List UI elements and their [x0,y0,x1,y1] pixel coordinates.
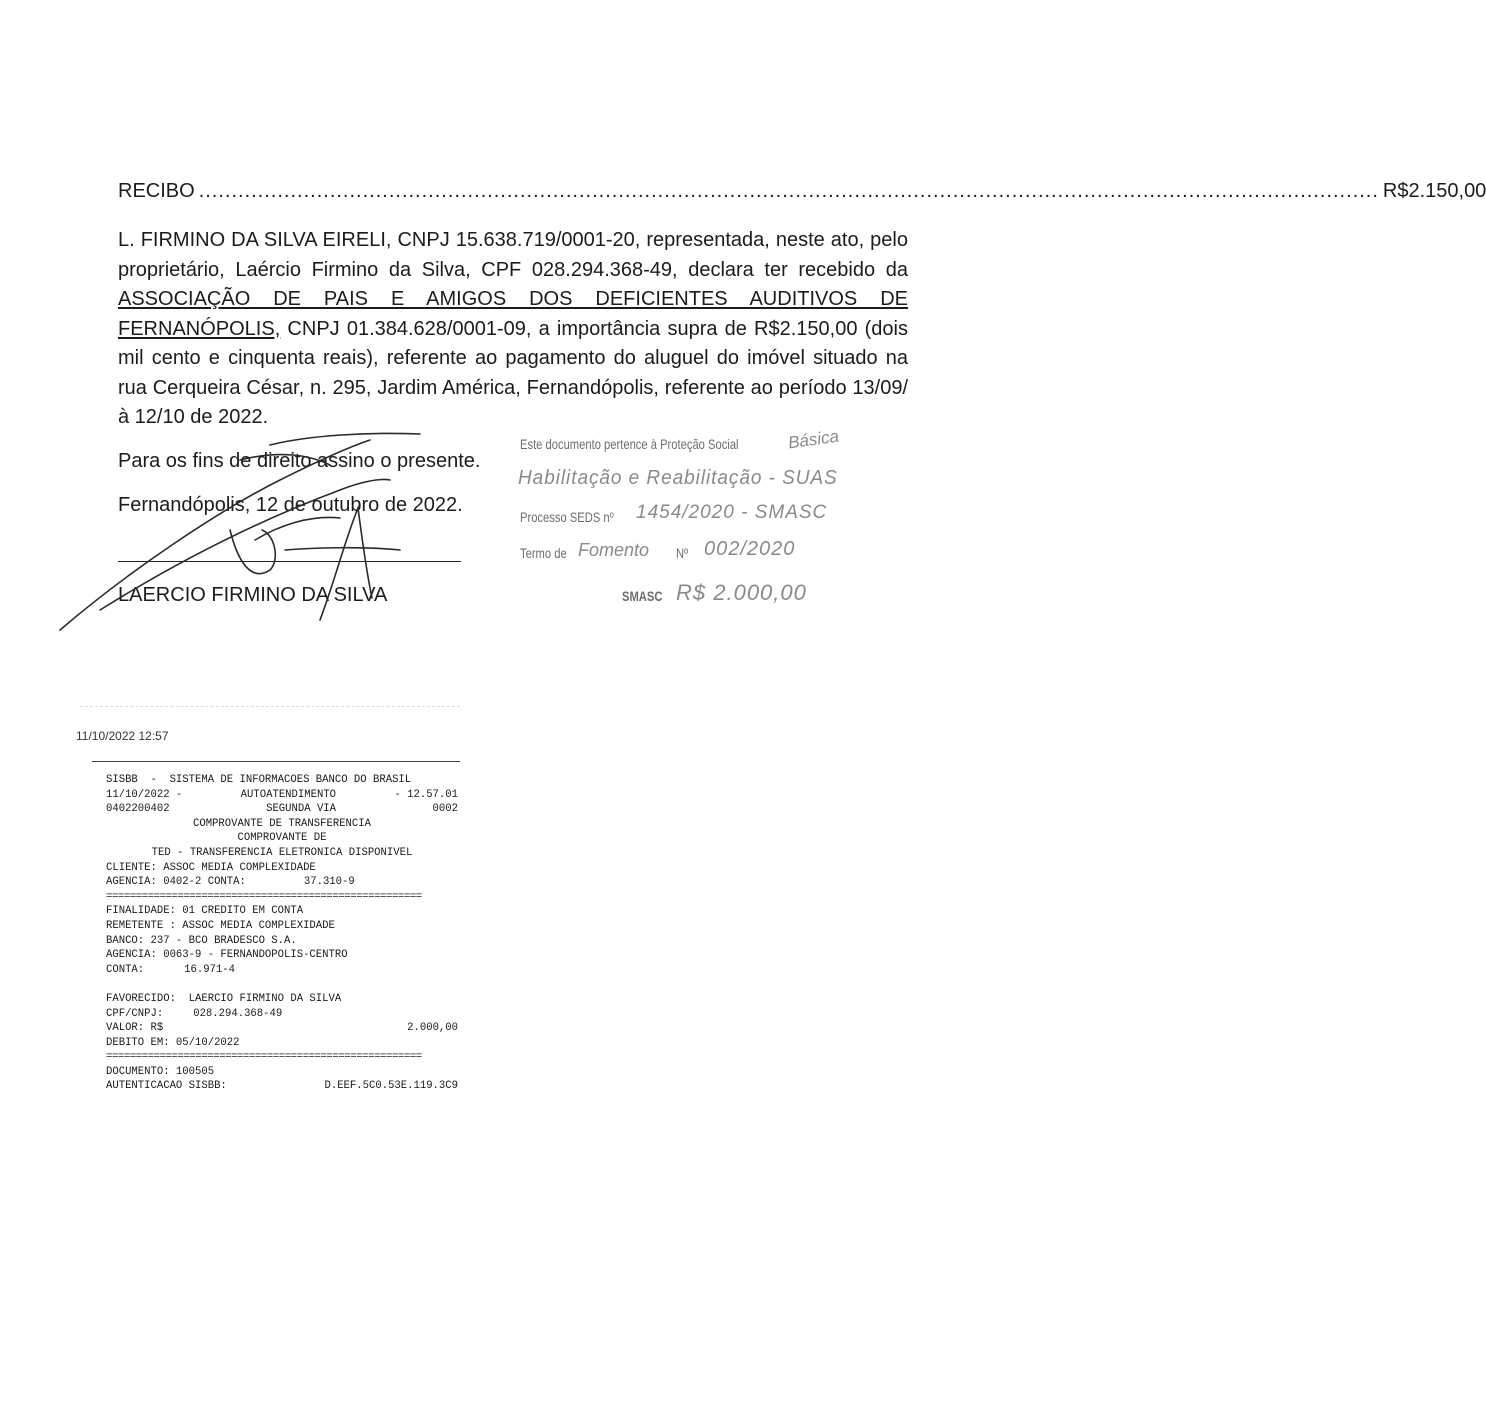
receipt-date: 11/10/2022 - [106,788,183,801]
stamp-handwritten-processo: 1454/2020 - SMASC [636,502,828,523]
stamp-handwritten-termo: Fomento [578,540,650,560]
receipt-document-text: DOCUMENTO: 100505 [106,1065,215,1078]
receipt-cpf-value: 028.294.368-49 [193,1007,283,1020]
stamp-title: Este documento pertence à Proteção Social [520,436,739,452]
receipt-value-label: VALOR: R$ [106,1022,164,1035]
receipt-time: - 12.57.01 [394,788,458,801]
receipt-bank [106,934,458,949]
receipt-purpose-text: FINALIDADE: 01 CREDITO EM CONTA [106,905,304,918]
receipt-top-rule [92,761,460,762]
receipt-beneficiary [106,992,458,1007]
place-date: Fernandópolis, 12 de outubro de 2022. [118,494,463,516]
recibo-header [118,180,1486,203]
receipt-copy-code: 0002 [432,803,458,816]
receipt-cpf-label: CPF/CNPJ: [106,1007,164,1020]
recibo-dots: .................................................................................................................................................................................... [198,180,1379,202]
receipt-authentication [106,1079,458,1094]
bank-transfer-receipt [106,773,458,1094]
receipt-client-account [106,875,458,890]
receipt-purpose [106,904,458,919]
receipt-terminal-id: 0402200402 [106,803,170,816]
print-timestamp: 11/10/2022 12:57 [76,729,169,743]
body-part-1: L. FIRMINO DA SILVA EIRELI, CNPJ 15.638.719/0001-20, representada, neste ato, pelo proprietário, Laércio Firmino da Silva, CPF 028.294.368-49, declara ter recebido da [118,229,908,281]
receipt-line [106,802,458,817]
stamp-termo-label: Termo de [520,545,567,561]
receipt-account [106,963,458,978]
receipt-client-account-value: 37.310-9 [303,876,355,889]
receipt-line [106,788,458,803]
receipt-copy-type: SEGUNDA VIA [266,803,337,816]
receipt-client-account-label: AGENCIA: 0402-2 CONTA: [106,876,246,889]
receipt-bank-text: BANCO: 237 - BCO BRADESCO S.A. [106,934,297,947]
receipt-client-text: CLIENTE: ASSOC MEDIA COMPLEXIDADE [106,861,316,874]
receipt-separator: ===================================================== [106,1051,422,1064]
receipt-sender [106,919,458,934]
receipt-separator: ===================================================== [106,890,422,903]
closing-statement: Para os fins de direito assino o presente. [118,450,481,472]
stamp-handwritten-title: Básica [786,426,841,453]
receipt-auth-label: AUTENTICACAO SISBB: [106,1080,227,1093]
stamp-termo-no-label: Nº [676,545,689,561]
scan-divider [80,706,460,707]
receipt-account-label: CONTA: [106,963,145,976]
receipt-cpf [106,1007,458,1022]
receipt-auth-value: D.EEF.5C0.53E.119.3C9 [324,1080,458,1093]
organization-name: ASSOCIAÇÃO DE PAIS E AMIGOS DOS DEFICIENTES AUDITIVOS DE FERNANÓPOLIS, [118,288,908,340]
receipt-line [106,773,458,788]
receipt-subheading: COMPROVANTE DE [237,832,327,845]
receipt-transfer-type: TED - TRANSFERENCIA ELETRONICA DISPONIVEL [151,846,413,859]
body-part-2: CNPJ 01.384.628/0001-09, a importância supra de R$2.150,00 (dois mil cento e cinquenta reais), referente ao pagamento do aluguel do imóvel situado na rua Cerqueira César, n. 295, Jardim América, Fernandópolis, referente ao período 13/09/ à 12/10 de 2022. [118,317,908,428]
receipt-heading: COMPROVANTE DE TRANSFERENCIA [192,817,371,830]
receipt-agency [106,948,458,963]
receipt-sender-text: REMETENTE : ASSOC MEDIA COMPLEXIDADE [106,919,335,932]
receipt-document [106,1065,458,1080]
receipt-beneficiary-text: FAVORECIDO: LAERCIO FIRMINO DA SILVA [106,992,342,1005]
receipt-debit-date-text: DEBITO EM: 05/10/2022 [106,1036,240,1049]
stamp-smasc-label: SMASC [622,588,663,604]
receipt-body [118,226,908,433]
recibo-label: RECIBO [118,180,195,202]
stamp-handwritten-line1: Habilitação e Reabilitação - SUAS [518,467,838,489]
stamp-handwritten-termo-no: 002/2020 [704,538,796,560]
recibo-amount: R$2.150,00 [1382,180,1486,202]
receipt-client [106,861,458,876]
receipt-system-title: SISBB - SISTEMA DE INFORMACOES BANCO DO BRASIL [106,774,412,786]
receipt-debit-date [106,1036,458,1051]
stamp-handwritten-smasc: R$ 2.000,00 [676,580,807,605]
receipt-account-value: 16.971-4 [184,963,236,976]
handwritten-signature [40,420,500,640]
stamp-processo-label: Processo SEDS nº [520,509,614,525]
signer-name: LAERCIO FIRMINO DA SILVA [118,584,388,606]
receipt-agency-text: AGENCIA: 0063-9 - FERNANDOPOLIS-CENTRO [106,949,348,962]
receipt-channel: AUTOATENDIMENTO [240,788,337,801]
receipt-value [106,1021,458,1036]
receipt-spacer [106,977,458,992]
receipt-value-amount: 2.000,00 [407,1022,458,1035]
